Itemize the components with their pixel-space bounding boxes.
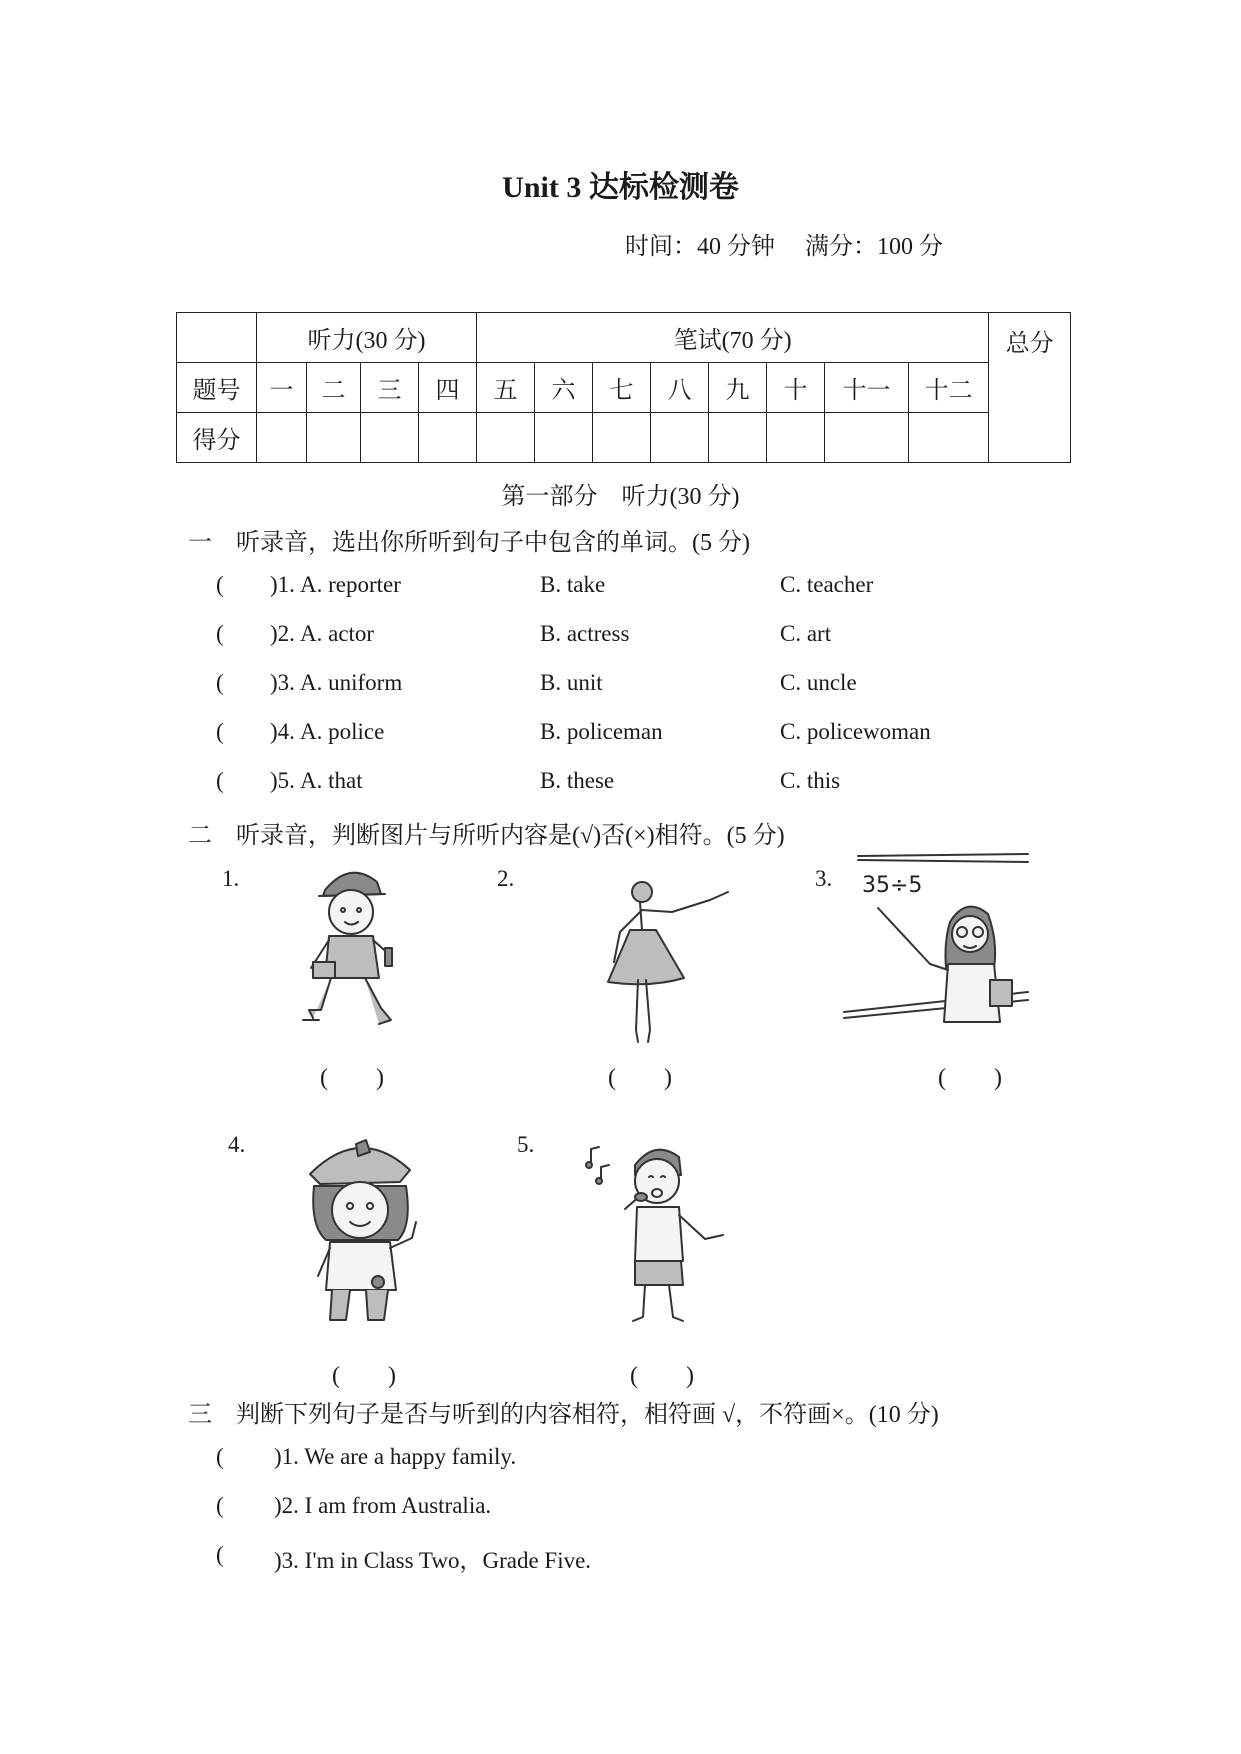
statement-item: )3. I'm in Class Two，Grade Five. bbox=[274, 1548, 592, 1573]
answer-open-paren: ( bbox=[216, 572, 224, 597]
exam-meta bbox=[625, 226, 943, 261]
answer-blank[interactable]: ( ) bbox=[320, 1065, 384, 1091]
answer-open-paren: ( bbox=[216, 1493, 224, 1518]
question-number: 九 bbox=[709, 363, 767, 413]
section1-heading: 一 听录音，选出你所听到句子中包含的单词。(5 分) bbox=[188, 530, 750, 556]
answer-open-paren: ( bbox=[216, 1542, 224, 1567]
statement-item: )2. I am from Australia. bbox=[274, 1493, 492, 1518]
answer-open-paren: ( bbox=[216, 719, 224, 744]
score-table bbox=[176, 312, 1071, 463]
question-number: 八 bbox=[651, 363, 709, 413]
score-entry-cell[interactable] bbox=[767, 413, 825, 463]
empty-corner-cell bbox=[177, 313, 257, 363]
row-score-label: 得分 bbox=[177, 413, 257, 463]
section2-heading: 二 听录音，判断图片与所听内容是(√)否(×)相符。(5 分) bbox=[188, 823, 785, 849]
reporter-boy-icon bbox=[295, 860, 415, 1030]
option-a: A. reporter bbox=[300, 572, 401, 597]
option-a: A. police bbox=[300, 719, 385, 744]
item-number: )2. bbox=[270, 621, 295, 646]
item-number: )4. bbox=[270, 719, 295, 744]
picture-label: 3. bbox=[815, 866, 833, 891]
score-entry-cell[interactable] bbox=[361, 413, 419, 463]
question-number: 十一 bbox=[825, 363, 909, 413]
listening-header: 听力(30 分) bbox=[257, 313, 477, 363]
answer-blank[interactable]: ( ) bbox=[938, 1065, 1002, 1091]
item-number: )3. bbox=[270, 670, 295, 695]
answer-open-paren: ( bbox=[216, 1444, 224, 1469]
score-entry-cell[interactable] bbox=[535, 413, 593, 463]
score-entry-cell[interactable] bbox=[477, 413, 535, 463]
time-limit: 时间：40 分钟 bbox=[625, 234, 775, 260]
row-number-label: 题号 bbox=[177, 363, 257, 413]
question-number: 四 bbox=[419, 363, 477, 413]
part-one-title: 第一部分 听力(30 分) bbox=[501, 484, 740, 510]
teacher-at-blackboard-icon bbox=[838, 852, 1038, 1027]
question-number: 二 bbox=[307, 363, 361, 413]
answer-blank[interactable]: ( ) bbox=[608, 1065, 672, 1091]
picture-label: 2. bbox=[497, 866, 515, 891]
item-number: )5. bbox=[270, 768, 295, 793]
question-number: 七 bbox=[593, 363, 651, 413]
option-c: C. uncle bbox=[780, 670, 857, 695]
picture-label: 5. bbox=[517, 1132, 535, 1157]
score-entry-cell[interactable] bbox=[709, 413, 767, 463]
policewoman-icon bbox=[300, 1130, 430, 1330]
option-a: A. uniform bbox=[300, 670, 403, 695]
option-b: B. take bbox=[540, 572, 606, 597]
option-c: C. policewoman bbox=[780, 719, 931, 744]
question-number: 五 bbox=[477, 363, 535, 413]
option-c: C. art bbox=[780, 621, 832, 646]
score-entry-cell[interactable] bbox=[909, 413, 989, 463]
answer-open-paren: ( bbox=[216, 670, 224, 695]
answer-open-paren: ( bbox=[216, 768, 224, 793]
option-c: C. teacher bbox=[780, 572, 874, 597]
full-score: 满分：100 分 bbox=[805, 234, 943, 260]
option-b: B. unit bbox=[540, 670, 603, 695]
option-a: A. actor bbox=[300, 621, 375, 646]
written-header: 笔试(70 分) bbox=[477, 313, 989, 363]
question-number: 十 bbox=[767, 363, 825, 413]
section3-heading: 三 判断下列句子是否与听到的内容相符，相符画 √，不符画×。(10 分) bbox=[188, 1402, 939, 1428]
option-c: C. this bbox=[780, 768, 841, 793]
score-entry-cell[interactable] bbox=[419, 413, 477, 463]
score-entry-cell[interactable] bbox=[307, 413, 361, 463]
answer-blank[interactable]: ( ) bbox=[332, 1363, 396, 1389]
page-title: Unit 3 达标检测卷 bbox=[502, 171, 739, 204]
option-b: B. actress bbox=[540, 621, 630, 646]
question-number: 十二 bbox=[909, 363, 989, 413]
option-b: B. policeman bbox=[540, 719, 663, 744]
total-score-cell: 总分 bbox=[989, 313, 1071, 463]
answer-open-paren: ( bbox=[216, 621, 224, 646]
item-number: )1. bbox=[270, 572, 295, 597]
option-a: A. that bbox=[300, 768, 363, 793]
answer-blank[interactable]: ( ) bbox=[630, 1363, 694, 1389]
question-number: 三 bbox=[361, 363, 419, 413]
singing-boy-icon bbox=[585, 1135, 735, 1335]
option-b: B. these bbox=[540, 768, 615, 793]
score-entry-cell[interactable] bbox=[825, 413, 909, 463]
question-number: 一 bbox=[257, 363, 307, 413]
ballet-dancer-icon bbox=[580, 870, 740, 1050]
blackboard-formula: 35÷5 bbox=[862, 873, 923, 898]
picture-label: 4. bbox=[228, 1132, 246, 1157]
picture-label: 1. bbox=[222, 866, 240, 891]
score-entry-cell[interactable] bbox=[593, 413, 651, 463]
question-number: 六 bbox=[535, 363, 593, 413]
score-entry-cell[interactable] bbox=[257, 413, 307, 463]
score-entry-cell[interactable] bbox=[651, 413, 709, 463]
statement-item: )1. We are a happy family. bbox=[274, 1444, 517, 1469]
